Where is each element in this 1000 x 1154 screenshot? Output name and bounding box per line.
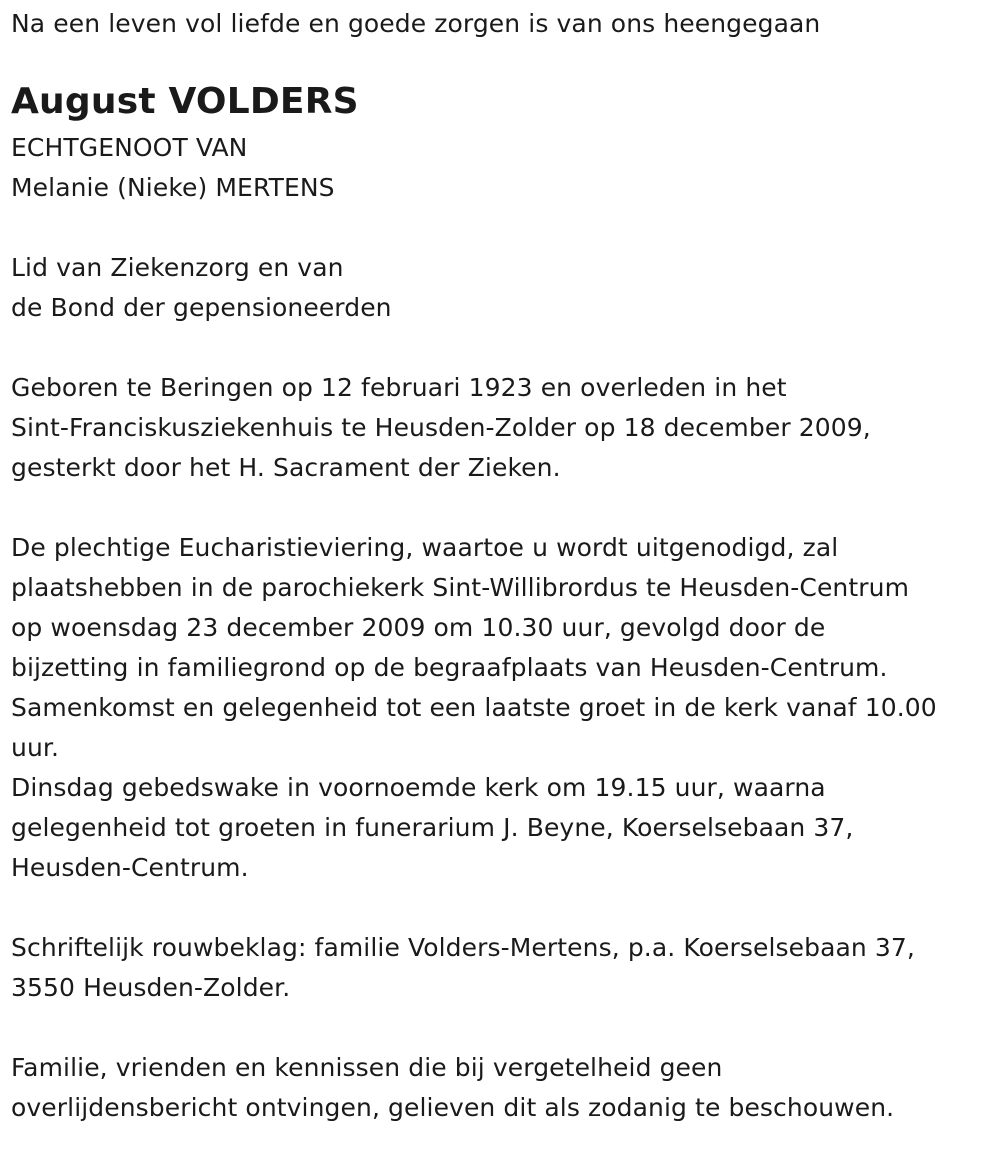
birth-death-line: Geboren te Beringen op 12 februari 1923 en overleden in het [11,373,787,402]
spacer [11,488,1000,528]
birth-death-line: Sint-Franciskusziekenhuis te Heusden-Zolder op 18 december 2009, [11,413,871,442]
ceremony-line: Heusden-Centrum. [11,853,249,882]
ceremony-line: De plechtige Eucharistieviering, waartoe u wordt uitgenodigd, zal [11,533,839,562]
birth-death-section [11,368,1000,488]
deceased-name: August VOLDERS [11,81,359,122]
closing-line: overlijdensbericht ontvingen, gelieven dit als zodanig te beschouwen. [11,1093,895,1122]
ceremony-line: uur. [11,733,60,762]
ceremony-line: bijzetting in familiegrond op de begraafplaats van Heusden-Centrum. [11,653,888,682]
condolences-line: Schriftelijk rouwbeklag: familie Volders-Mertens, p.a. Koerselsebaan 37, [11,933,915,962]
spacer [11,1008,1000,1048]
ceremony-line: plaatshebben in de parochiekerk Sint-Willibrordus te Heusden-Centrum [11,573,910,602]
spacer [11,888,1000,928]
intro-text: Na een leven vol liefde en goede zorgen is van ons heengegaan [11,9,821,38]
condolences-section [11,928,1000,1008]
ceremony-line: Dinsdag gebedswake in voornoemde kerk om 19.15 uur, waarna [11,773,826,802]
ceremony-line: Samenkomst en gelegenheid tot een laatste groet in de kerk vanaf 10.00 [11,693,937,722]
condolences-line: 3550 Heusden-Zolder. [11,973,291,1002]
birth-death-line: gesterkt door het H. Sacrament der Zieken. [11,453,561,482]
obituary-notice [0,4,1000,1154]
membership-line: de Bond der gepensioneerden [11,293,392,322]
closing-section [11,1048,1000,1128]
closing-line: Familie, vrienden en kennissen die bij vergetelheid geen [11,1053,723,1082]
membership-line: Lid van Ziekenzorg en van [11,253,344,282]
ceremony-section [11,528,1000,888]
spacer [11,328,1000,368]
spacer [11,208,1000,248]
ceremony-line: gelegenheid tot groeten in funerarium J. Beyne, Koerselsebaan 37, [11,813,854,842]
ceremony-line: op woensdag 23 december 2009 om 10.30 uur, gevolgd door de [11,613,826,642]
relation-label: ECHTGENOOT VAN [11,133,248,162]
spouse-name: Melanie (Nieke) MERTENS [11,173,335,202]
membership-section [11,248,1000,328]
